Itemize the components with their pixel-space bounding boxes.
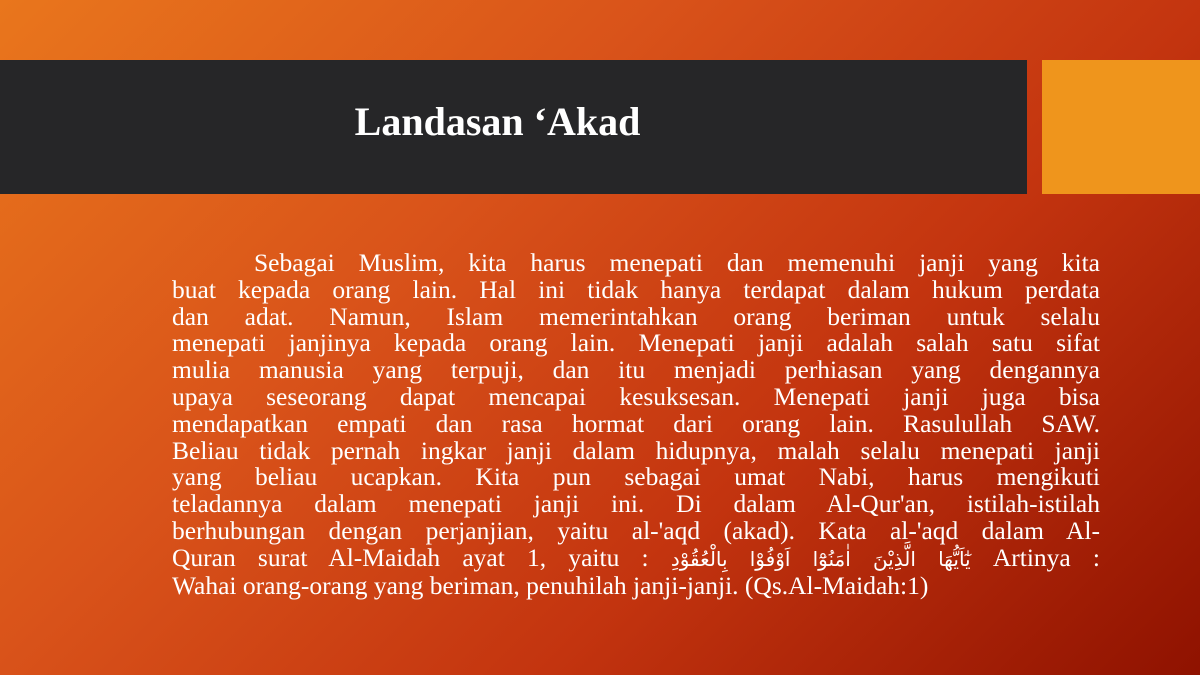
artinya-label: Artinya : [992, 542, 1101, 572]
body-line: mendapatkan empati dan rasa hormat dari orang lain. Rasulullah SAW. [172, 408, 1100, 438]
body-line-verse [172, 542, 1101, 573]
body-line: dan adat. Namun, Islam memerintahkan orang beriman untuk selalu [172, 301, 1100, 331]
body-line: Beliau tidak pernah ingkar janji dalam hidupnya, malah selalu menepati janji [172, 435, 1100, 465]
body-line: mulia manusia yang terpuji, dan itu menjadi perhiasan yang dengannya [172, 355, 1100, 385]
body-line: yang beliau ucapkan. Kita pun sebagai umat Nabi, harus mengikuti [172, 462, 1100, 492]
body-line: berhubungan dengan perjanjian, yaitu al-'aqd (akad). Kata al-'aqd dalam Al- [172, 515, 1100, 545]
verse-intro: Quran surat Al-Maidah ayat 1, yaitu : [172, 542, 649, 572]
slide-body-text [172, 250, 1100, 599]
body-line: teladannya dalam menepati janji ini. Di dalam Al-Qur'an, istilah-istilah [172, 489, 1100, 519]
slide-title: Landasan ‘Akad [354, 99, 641, 144]
body-line: Sebagai Muslim, kita harus menepati dan memenuhi janji yang kita [254, 248, 1100, 277]
title-bar [0, 60, 1027, 194]
accent-square [1042, 60, 1200, 194]
body-line: menepati janjinya kepada orang lain. Menepati janji adalah salah satu sifat [172, 328, 1100, 358]
body-line-translation: Wahai orang-orang yang beriman, penuhilah janji-janji. (Qs.Al-Maidah:1) [172, 570, 929, 600]
body-line: upaya seseorang dapat mencapai kesuksesan. Menepati janji juga bisa [172, 381, 1100, 411]
body-line: buat kepada orang lain. Hal ini tidak hanya terdapat dalam hukum perdata [172, 274, 1100, 304]
arabic-verse: يٰٓاَيُّهَا الَّذِيْنَ اٰمَنُوْٓا اَوْفُوْا بِالْعُقُوْدِ [670, 546, 971, 571]
